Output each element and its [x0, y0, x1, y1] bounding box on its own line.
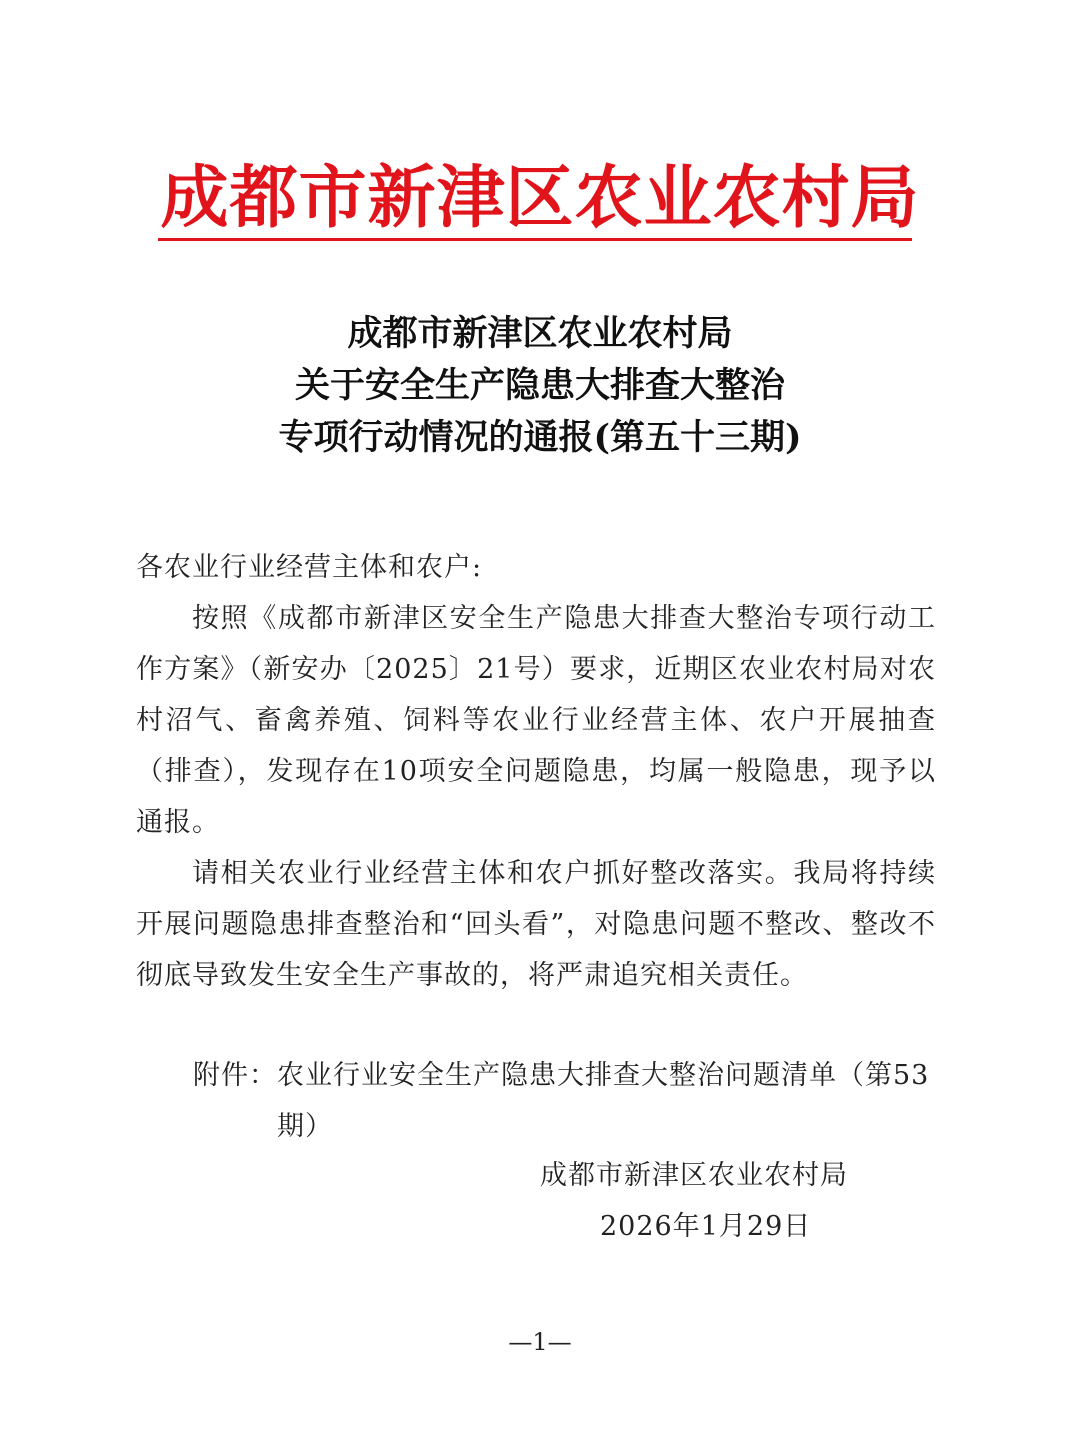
body-paragraph-2: 请相关农业行业经营主体和农户抓好整改落实。我局将持续开展问题隐患排查整治和“回头看”，对隐患问题不整改、整改不彻底导致发生安全生产事故的，将严肃追究相关责任。	[136, 858, 936, 991]
agency-red-header: 成都市新津区农业农村局	[160, 158, 920, 238]
red-divider-line	[158, 238, 912, 241]
title-line-2: 关于安全生产隐患大排查大整治	[294, 365, 785, 406]
signature-block	[540, 1150, 870, 1252]
attachment-label: 附件：	[193, 1060, 277, 1091]
page-number: —1—	[508, 1328, 572, 1356]
attachment-title: 农业行业安全生产隐患大排查大整治问题清单（第53期）	[277, 1060, 930, 1142]
body-paragraph-1: 按照《成都市新津区安全生产隐患大排查大整治专项行动工作方案》（新安办〔2025〕21号）要求，近期区农业农村局对农村沼气、畜禽养殖、饲料等农业行业经营主体、农户开展抽查（排查），发现存在10项安全问题隐患，均属一般隐患，现予以通报。	[136, 603, 936, 838]
signature-organization: 成都市新津区农业农村局	[540, 1160, 848, 1191]
attachment-note	[193, 1050, 938, 1152]
salutation: 各农业行业经营主体和农户:	[136, 552, 483, 583]
document-title	[0, 308, 1080, 464]
title-line-3: 专项行动情况的通报(第五十三期)	[278, 417, 802, 458]
title-line-1: 成都市新津区农业农村局	[347, 313, 733, 354]
signature-date: 2026年1月29日	[600, 1211, 812, 1242]
